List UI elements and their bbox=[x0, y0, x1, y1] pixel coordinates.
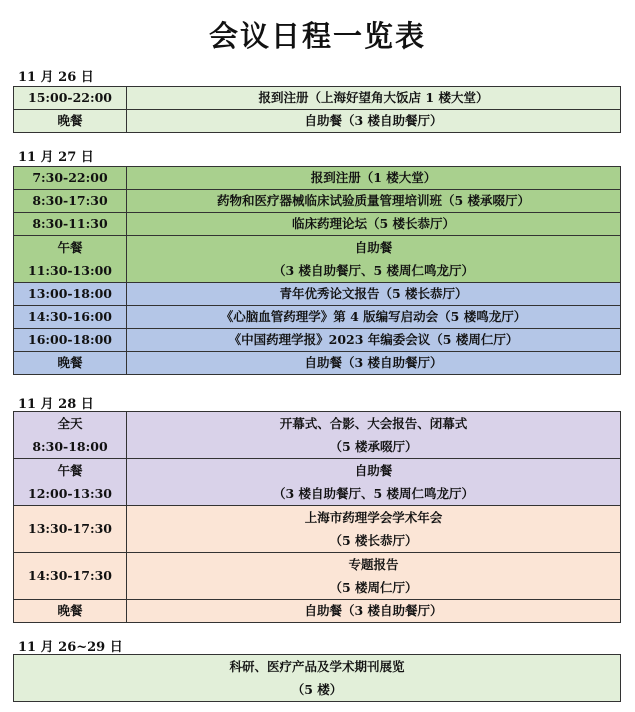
schedule-table-exhibition bbox=[13, 654, 621, 702]
event-cell: 临床药理论坛（5 楼长恭厅） bbox=[127, 213, 621, 236]
event-venue: （3 楼自助餐厅、5 楼周仁鸣龙厅） bbox=[272, 486, 475, 501]
event-venue: （5 楼周仁厅） bbox=[329, 580, 418, 595]
schedule-table-day3 bbox=[13, 411, 621, 623]
table-row bbox=[14, 306, 621, 329]
time-range: 8:30-18:00 bbox=[32, 439, 108, 454]
event-cell: 自助餐（3 楼自助餐厅） bbox=[127, 110, 621, 133]
event-cell: 报到注册（1 楼大堂） bbox=[127, 167, 621, 190]
table-row bbox=[14, 236, 621, 283]
time-range: 12:00-13:30 bbox=[28, 486, 112, 501]
time-cell bbox=[14, 412, 127, 459]
table-row bbox=[14, 412, 621, 459]
time-range: 11:30-13:00 bbox=[28, 263, 112, 278]
day-heading: 11 月 26~29 日 bbox=[18, 640, 123, 655]
table-row bbox=[14, 213, 621, 236]
time-cell bbox=[14, 459, 127, 506]
event-cell bbox=[127, 412, 621, 459]
time-label: 午餐 bbox=[57, 240, 83, 255]
table-row bbox=[14, 190, 621, 213]
time-label: 全天 bbox=[57, 416, 83, 431]
table-row bbox=[14, 329, 621, 352]
schedule-table-day1 bbox=[13, 86, 621, 133]
event-title: 科研、医疗产品及学术期刊展览 bbox=[229, 659, 405, 674]
event-title: 自助餐 bbox=[354, 240, 393, 255]
table-row bbox=[14, 553, 621, 600]
time-cell: 晚餐 bbox=[14, 110, 127, 133]
event-venue: （5 楼长恭厅） bbox=[329, 533, 418, 548]
event-venue: （5 楼） bbox=[291, 682, 343, 697]
schedule-table-day2 bbox=[13, 166, 621, 375]
day-heading: 11 月 27 日 bbox=[18, 150, 94, 165]
event-venue: （5 楼承啜厅） bbox=[329, 439, 418, 454]
time-label: 午餐 bbox=[57, 463, 83, 478]
time-cell: 晚餐 bbox=[14, 600, 127, 623]
table-row bbox=[14, 600, 621, 623]
event-title: 上海市药理学会学术年会 bbox=[304, 510, 443, 525]
event-cell bbox=[127, 553, 621, 600]
time-cell: 7:30-22:00 bbox=[14, 167, 127, 190]
table-row bbox=[14, 506, 621, 553]
event-title: 自助餐 bbox=[354, 463, 393, 478]
time-cell: 13:00-18:00 bbox=[14, 283, 127, 306]
page-title: 会议日程一览表 bbox=[208, 19, 426, 53]
table-row bbox=[14, 110, 621, 133]
event-title: 专题报告 bbox=[348, 557, 399, 572]
event-cell: 报到注册（上海好望角大饭店 1 楼大堂） bbox=[127, 87, 621, 110]
event-title: 开幕式、合影、大会报告、闭幕式 bbox=[279, 416, 468, 431]
time-cell bbox=[14, 236, 127, 283]
table-row bbox=[14, 87, 621, 110]
event-cell: 药物和医疗器械临床试验质量管理培训班（5 楼承啜厅） bbox=[127, 190, 621, 213]
table-row bbox=[14, 655, 621, 702]
event-cell: 自助餐（3 楼自助餐厅） bbox=[127, 600, 621, 623]
time-cell: 14:30-16:00 bbox=[14, 306, 127, 329]
table-row bbox=[14, 352, 621, 375]
table-row bbox=[14, 459, 621, 506]
time-cell: 14:30-17:30 bbox=[14, 553, 127, 600]
event-cell bbox=[127, 506, 621, 553]
event-cell: 《心脑血管药理学》第 4 版编写启动会（5 楼鸣龙厅） bbox=[127, 306, 621, 329]
time-cell: 晚餐 bbox=[14, 352, 127, 375]
event-cell: 《中国药理学报》2023 年编委会议（5 楼周仁厅） bbox=[127, 329, 621, 352]
event-cell bbox=[127, 459, 621, 506]
event-cell bbox=[127, 236, 621, 283]
event-cell bbox=[14, 655, 621, 702]
day-heading: 11 月 28 日 bbox=[18, 397, 94, 412]
time-cell: 16:00-18:00 bbox=[14, 329, 127, 352]
table-row bbox=[14, 167, 621, 190]
day-heading: 11 月 26 日 bbox=[18, 70, 94, 85]
event-cell: 青年优秀论文报告（5 楼长恭厅） bbox=[127, 283, 621, 306]
time-cell: 8:30-17:30 bbox=[14, 190, 127, 213]
time-cell: 8:30-11:30 bbox=[14, 213, 127, 236]
event-venue: （3 楼自助餐厅、5 楼周仁鸣龙厅） bbox=[272, 263, 475, 278]
table-row bbox=[14, 283, 621, 306]
event-cell: 自助餐（3 楼自助餐厅） bbox=[127, 352, 621, 375]
time-cell: 13:30-17:30 bbox=[14, 506, 127, 553]
time-cell: 15:00-22:00 bbox=[14, 87, 127, 110]
